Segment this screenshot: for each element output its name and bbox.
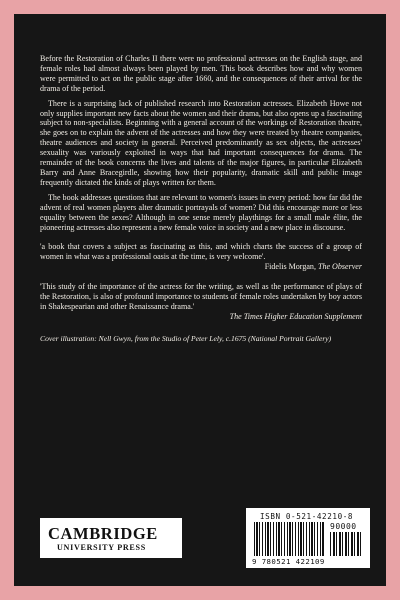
barcode-addon-label: 90000 [330, 522, 357, 531]
review-quote-1-author: Fidelis Morgan, [264, 262, 318, 272]
ean-number: 9 780521 422109 [252, 557, 325, 566]
publisher-logo [40, 518, 182, 558]
review-quote-1-text: 'a book that covers a subject as fascinating as this, and which charts the success of a group of women in what was a professional oasis at the time, is very welcome'. [40, 242, 362, 262]
blurb-paragraph-3: The book addresses questions that are relevant to women's issues in every period: how far did the advent of real women players alter dramatic portrayals of women? Did this encourage more or less equality between the sexes? Although in one sense merely playthings for a small male élite, the pioneering actresses also represent a new female voice in society and a new place in discourse. [40, 192, 362, 232]
blurb [40, 54, 362, 343]
review-quote-1 [40, 242, 362, 272]
review-quote-2 [40, 282, 362, 322]
review-quote-2-attribution [40, 312, 362, 322]
review-quote-2-source: The Times Higher Education Supplement [229, 311, 362, 321]
barcode-icon [254, 522, 324, 556]
blurb-paragraph-2: There is a surprising lack of published research into Restoration actresses. Elizabeth Howe not only supplies important new facts about the women and their drama, but also opens up a fascinating subject to non-specialists. Beginning with a general account of the workings of Restoration theatre, she goes on to explain the advent of the actresses and how they were treated by theatre companies, theatre audiences and society in general. Perceived predominantly as sex objects, the actresses' sexuality was variously exploited in ways that had important consequences for drama. The remainder of the book concerns the lives and talents of the major figures, in particular Elizabeth Barry and Anne Bracegirdle, showing how their popularity, dramatic skill and public image frequently dictated the kinds of plays written for them. [40, 98, 362, 187]
review-quote-1-attribution [40, 262, 362, 272]
publisher-subname: UNIVERSITY PRESS [57, 543, 146, 552]
cover-illustration-credit: Cover illustration: Nell Gwyn, from the Studio of Peter Lely, c.1675 (National Portrait Gallery) [40, 333, 332, 343]
isbn-label: ISBN 0-521-42210-8 [260, 512, 354, 521]
publisher-name: CAMBRIDGE [48, 524, 158, 543]
review-quote-1-source: The Observer [317, 262, 362, 272]
blurb-paragraph-1: Before the Restoration of Charles II there were no professional actresses on the English stage, and female roles had almost always been played by men. This book describes how and why women were permitted to act on the public stage after 1660, and the consequences of their arrival for the drama of the period. [40, 54, 362, 93]
barcode-box [246, 508, 370, 568]
barcode-addon-icon [330, 532, 362, 556]
bottom-bar [40, 508, 362, 566]
back-cover [14, 14, 386, 586]
review-quote-2-text: 'This study of the importance of the actress for the writing, as well as the performance of plays of the Restoration, is also of profound importance to students of female roles undertaken by boy actors in Shakespearian and other Renaissance drama.' [40, 282, 362, 311]
